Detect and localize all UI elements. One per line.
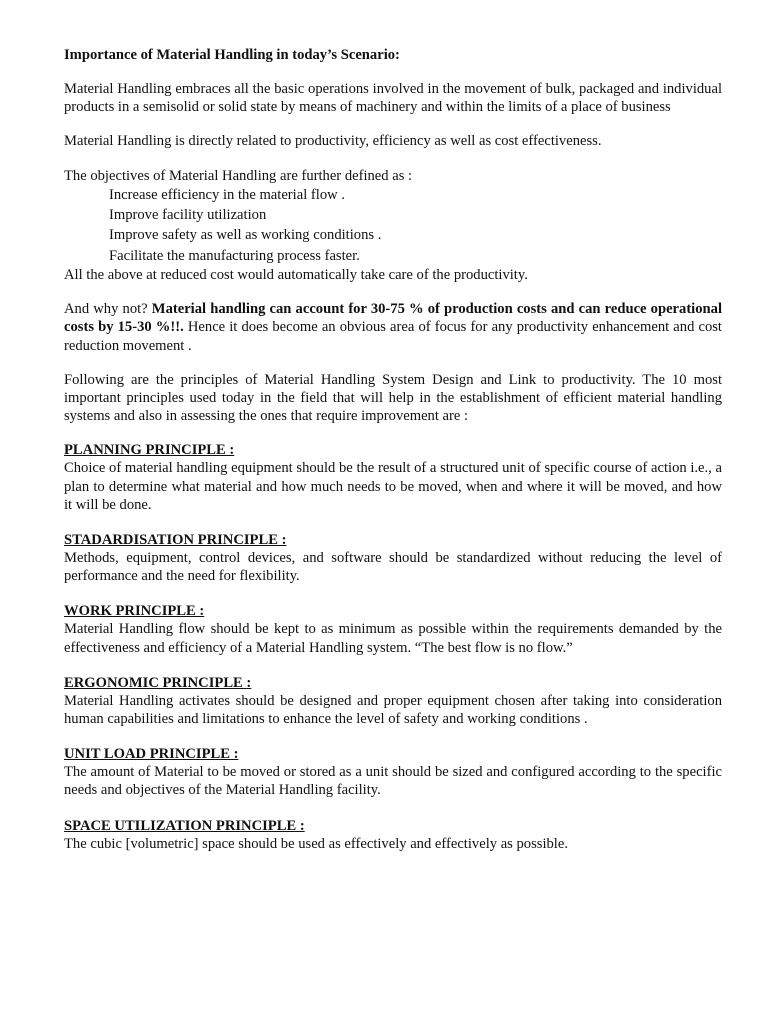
principle-heading: STADARDISATION PRINCIPLE : bbox=[64, 532, 287, 549]
principle-text: Choice of material handling equipment should be the result of a structured unit of specific course of action i.e., a plan to determine what material and how much needs to be moved, when and where it will be moved, and how it will be done. bbox=[64, 460, 722, 513]
principle-heading: UNIT LOAD PRINCIPLE : bbox=[64, 746, 239, 763]
principles-intro: Following are the principles of Material Handling System Design and Link to productivity. The 10 most important principles used today in the field that will help in the establishment of efficient material handling systems and also in assessing the ones that require improvement are : bbox=[64, 371, 722, 425]
document-title: Importance of Material Handling in today’s Scenario: bbox=[64, 47, 400, 63]
objectives-intro: The objectives of Material Handling are further defined as : bbox=[64, 167, 413, 184]
principle-heading: ERGONOMIC PRINCIPLE : bbox=[64, 674, 252, 691]
principle-section bbox=[64, 531, 722, 585]
intro-paragraph: Material Handling embraces all the basic operations involved in the movement of bulk, packaged and individual products in a semisolid or solid state by means of machinery and within the limits of a place of business bbox=[64, 81, 722, 116]
principle-section bbox=[64, 817, 722, 853]
principle-section bbox=[64, 674, 722, 728]
principle-heading: PLANNING PRINCIPLE : bbox=[64, 442, 235, 459]
principle-text: Material Handling activates should be designed and proper equipment chosen after taking into consideration human capabilities and limitations to enhance the level of safety and working conditions . bbox=[64, 692, 722, 728]
objective-item: Increase efficiency in the material flow . bbox=[109, 186, 345, 203]
relation-paragraph: Material Handling is directly related to productivity, efficiency as well as cost effectiveness. bbox=[64, 133, 602, 150]
why-tail: Hence it does become an obvious area of focus for any productivity enhancement and cost reduction movement . bbox=[64, 319, 722, 354]
principle-text: The cubic [volumetric] space should be used as effectively and effectively as possible. bbox=[64, 835, 568, 852]
principle-heading: WORK PRINCIPLE : bbox=[64, 603, 205, 620]
principle-section bbox=[64, 745, 722, 799]
objective-item: Improve safety as well as working conditions . bbox=[109, 227, 382, 244]
objective-item: Facilitate the manufacturing process faster. bbox=[109, 247, 360, 264]
principle-heading: SPACE UTILIZATION PRINCIPLE : bbox=[64, 817, 305, 834]
principle-text: Material Handling flow should be kept to as minimum as possible within the requirements demanded by the effectiveness and efficiency of a Material Handling system. “The best flow is no flow.” bbox=[64, 621, 722, 656]
objective-item: Improve facility utilization bbox=[109, 207, 267, 224]
objectives-list bbox=[64, 185, 722, 266]
why-paragraph bbox=[64, 300, 722, 355]
why-bold-statement: Material handling can account for 30-75 % of production costs and can reduce operational costs by 15-30 %!!. bbox=[64, 301, 722, 336]
principle-section bbox=[64, 602, 722, 656]
objectives-outro: All the above at reduced cost would automatically take care of the productivity. bbox=[64, 267, 528, 283]
principle-text: The amount of Material to be moved or stored as a unit should be sized and configured according to the specific needs and objectives of the Material Handling facility. bbox=[64, 764, 722, 799]
principle-section bbox=[64, 441, 722, 514]
principle-text: Methods, equipment, control devices, and software should be standardized without reducing the level of performance and the need for flexibility. bbox=[64, 550, 722, 585]
why-lead: And why not? bbox=[64, 301, 152, 318]
document-page bbox=[64, 45, 722, 870]
